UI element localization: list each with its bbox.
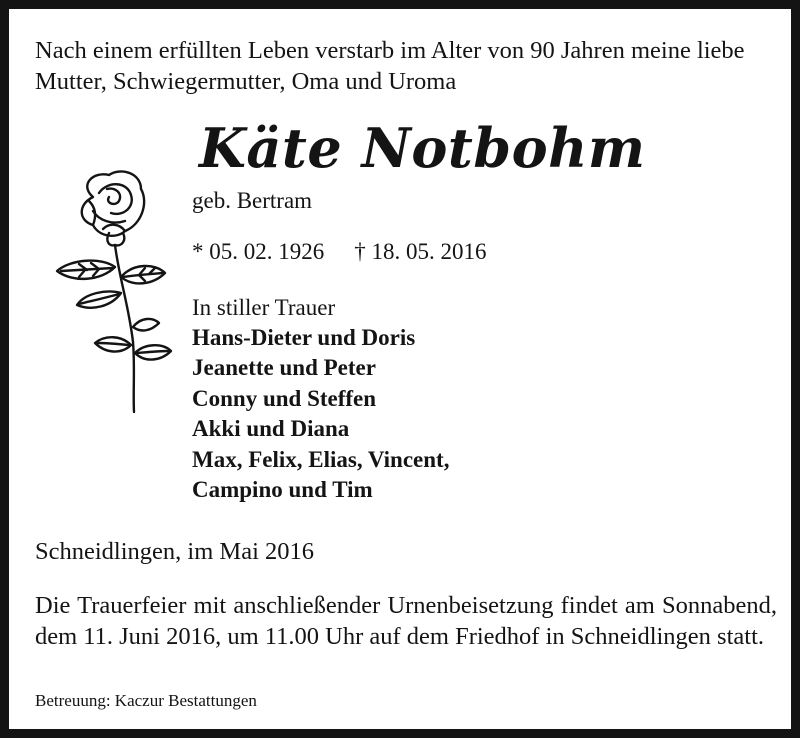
mourning-label: In stiller Trauer bbox=[192, 295, 336, 320]
death-date: † 18. 05. 2016 bbox=[354, 239, 487, 264]
life-dates bbox=[192, 238, 487, 266]
intro-text: Nach einem erfüllten Leben verstarb im Alter von 90 Jahren meine liebe Mutter, Schwiegermutter, Oma und Uroma bbox=[35, 37, 745, 95]
mourner-item: Hans-Dieter und Doris bbox=[192, 325, 416, 350]
birth-date: * 05. 02. 1926 bbox=[192, 239, 325, 264]
undertaker-credit: Betreuung: Kaczur Bestattungen bbox=[35, 691, 257, 710]
rose-icon bbox=[49, 167, 179, 417]
ceremony-info: Die Trauerfeier mit anschließender Urnenbeisetzung findet am Sonnabend, dem 11. Juni 2016, um 11.00 Uhr auf dem Friedhof in Schneidlingen statt. bbox=[35, 592, 777, 650]
mourner-item: Conny und Steffen bbox=[192, 385, 377, 411]
mourner-item: Jeanette und Peter bbox=[192, 355, 376, 381]
birth-name: geb. Bertram bbox=[192, 188, 313, 213]
mourner-item: Akki und Diana bbox=[192, 416, 350, 442]
place-date: Schneidlingen, im Mai 2016 bbox=[35, 538, 314, 565]
mourner-item: Max, Felix, Elias, Vincent, bbox=[192, 446, 450, 472]
mourner-item: Campino und Tim bbox=[192, 477, 373, 503]
deceased-name: Käte Notbohm bbox=[199, 116, 646, 180]
mourner-list bbox=[192, 323, 449, 505]
